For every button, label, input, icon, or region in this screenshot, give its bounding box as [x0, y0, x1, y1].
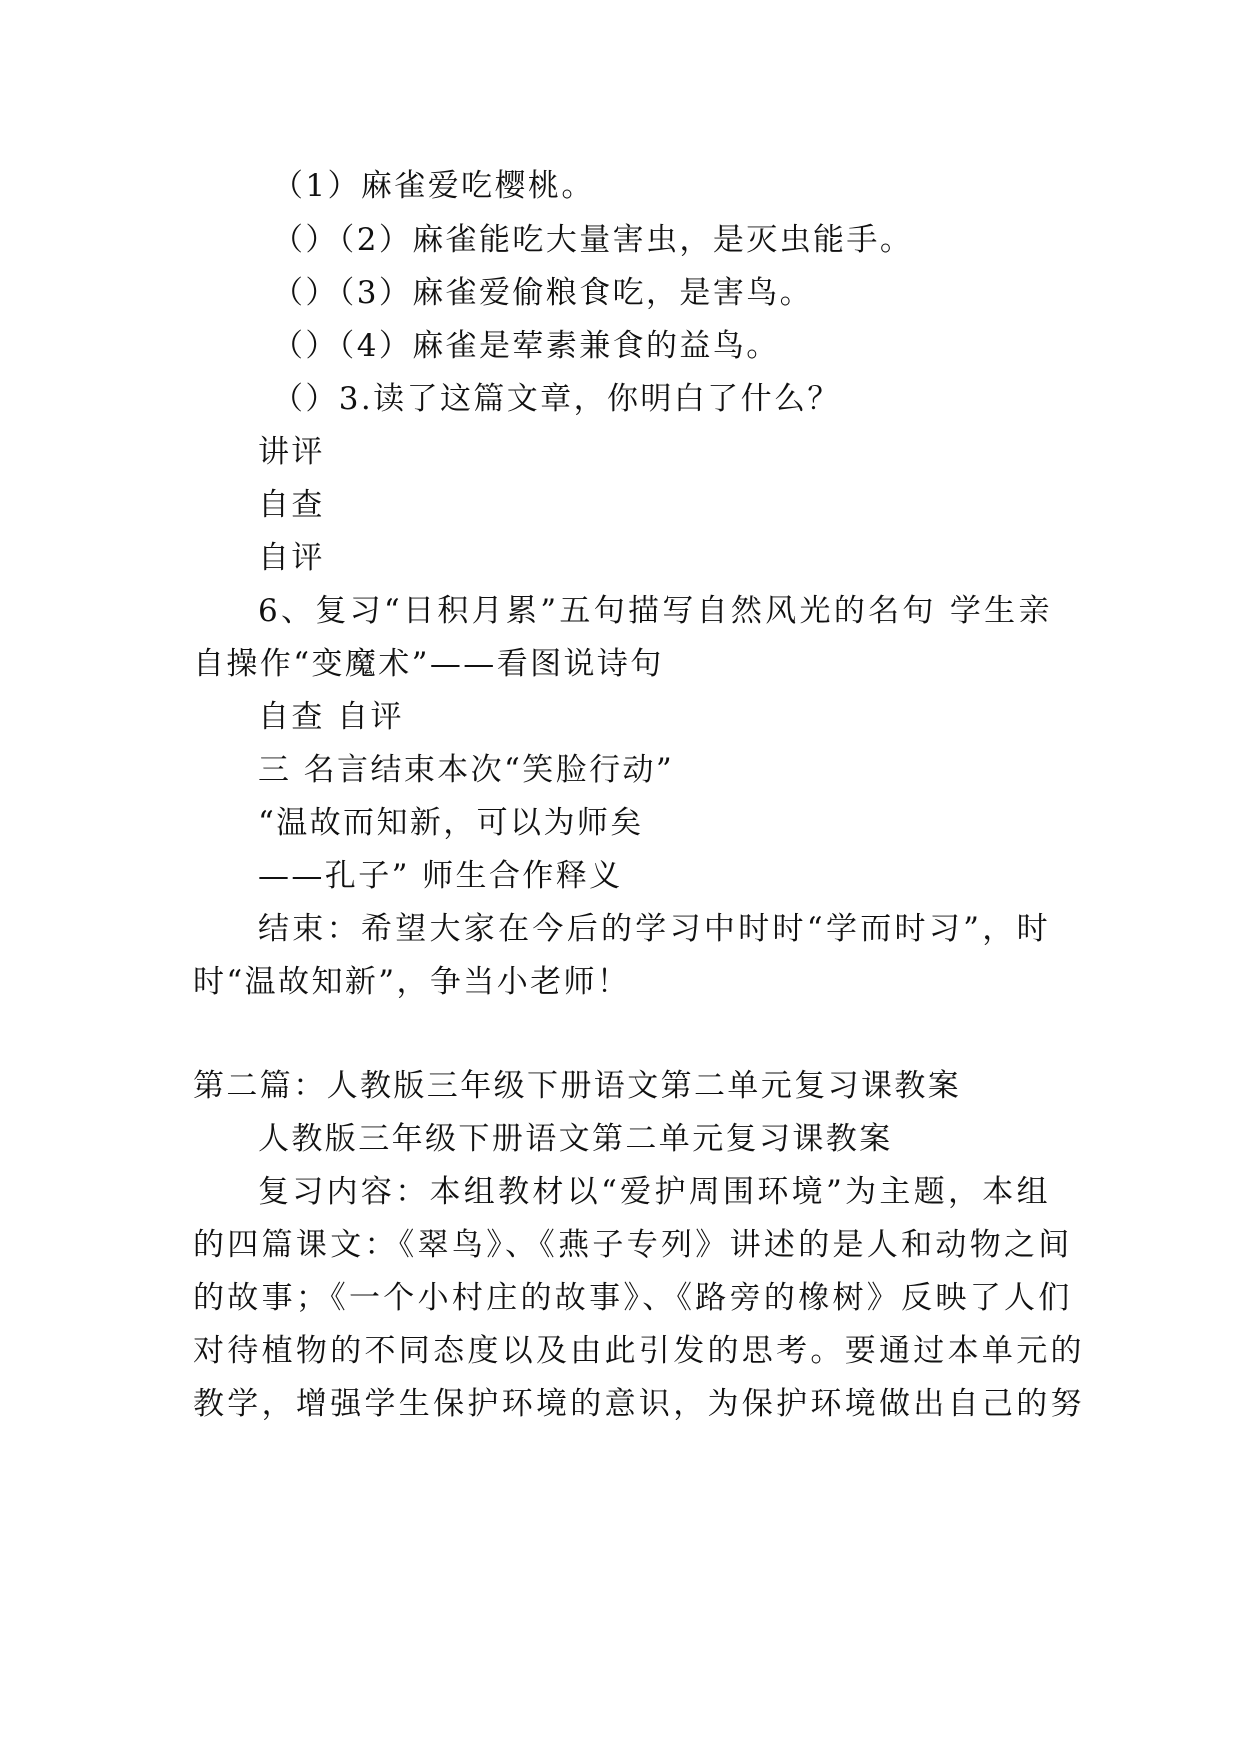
text-line: 自查 自评 [258, 699, 404, 735]
text-line: 人教版三年级下册语文第二单元复习课教案 [258, 1121, 893, 1157]
text-line: 结束：希望大家在今后的学习中时时“学而时习”，时 [258, 911, 1051, 947]
text-line: （）（4）麻雀是荤素兼食的益鸟。 [272, 328, 780, 364]
text-line: 复习内容：本组教材以“爱护周围环境”为主题，本组 [258, 1174, 1051, 1210]
text-line: ——孔子” 师生合作释义 [258, 858, 623, 894]
text-line: 教学，增强学生保护环境的意识，为保护环境做出自己的努 [193, 1386, 1085, 1422]
text-line: 的故事；《一个小村庄的故事》、《路旁的橡树》反映了人们 [193, 1280, 1073, 1316]
text-line: 的四篇课文：《翠鸟》、《燕子专列》讲述的是人和动物之间 [193, 1227, 1073, 1263]
text-line: 自操作“变魔术”——看图说诗句 [193, 646, 664, 682]
text-line: 自查 [258, 487, 325, 523]
text-line: 讲评 [258, 434, 325, 470]
text-line: 时“温故知新”，争当小老师！ [193, 964, 631, 1000]
text-line: 对待植物的不同态度以及由此引发的思考。要通过本单元的 [193, 1333, 1085, 1369]
text-line: （1）麻雀爱吃樱桃。 [272, 168, 595, 204]
text-line: （）（2）麻雀能吃大量害虫，是灭虫能手。 [272, 222, 914, 258]
section-heading: 第二篇：人教版三年级下册语文第二单元复习课教案 [193, 1068, 962, 1104]
text-line: 6、复习“日积月累”五句描写自然风光的名句 学生亲 [258, 593, 1053, 629]
text-line: （）3.读了这篇文章，你明白了什么？ [272, 381, 841, 417]
text-line: “温故而知新，可以为师矣 [258, 805, 644, 841]
text-line: 自评 [258, 540, 325, 576]
text-line: 三 名言结束本次“笑脸行动” [258, 752, 675, 788]
text-line: （）（3）麻雀爱偷粮食吃，是害鸟。 [272, 275, 814, 311]
